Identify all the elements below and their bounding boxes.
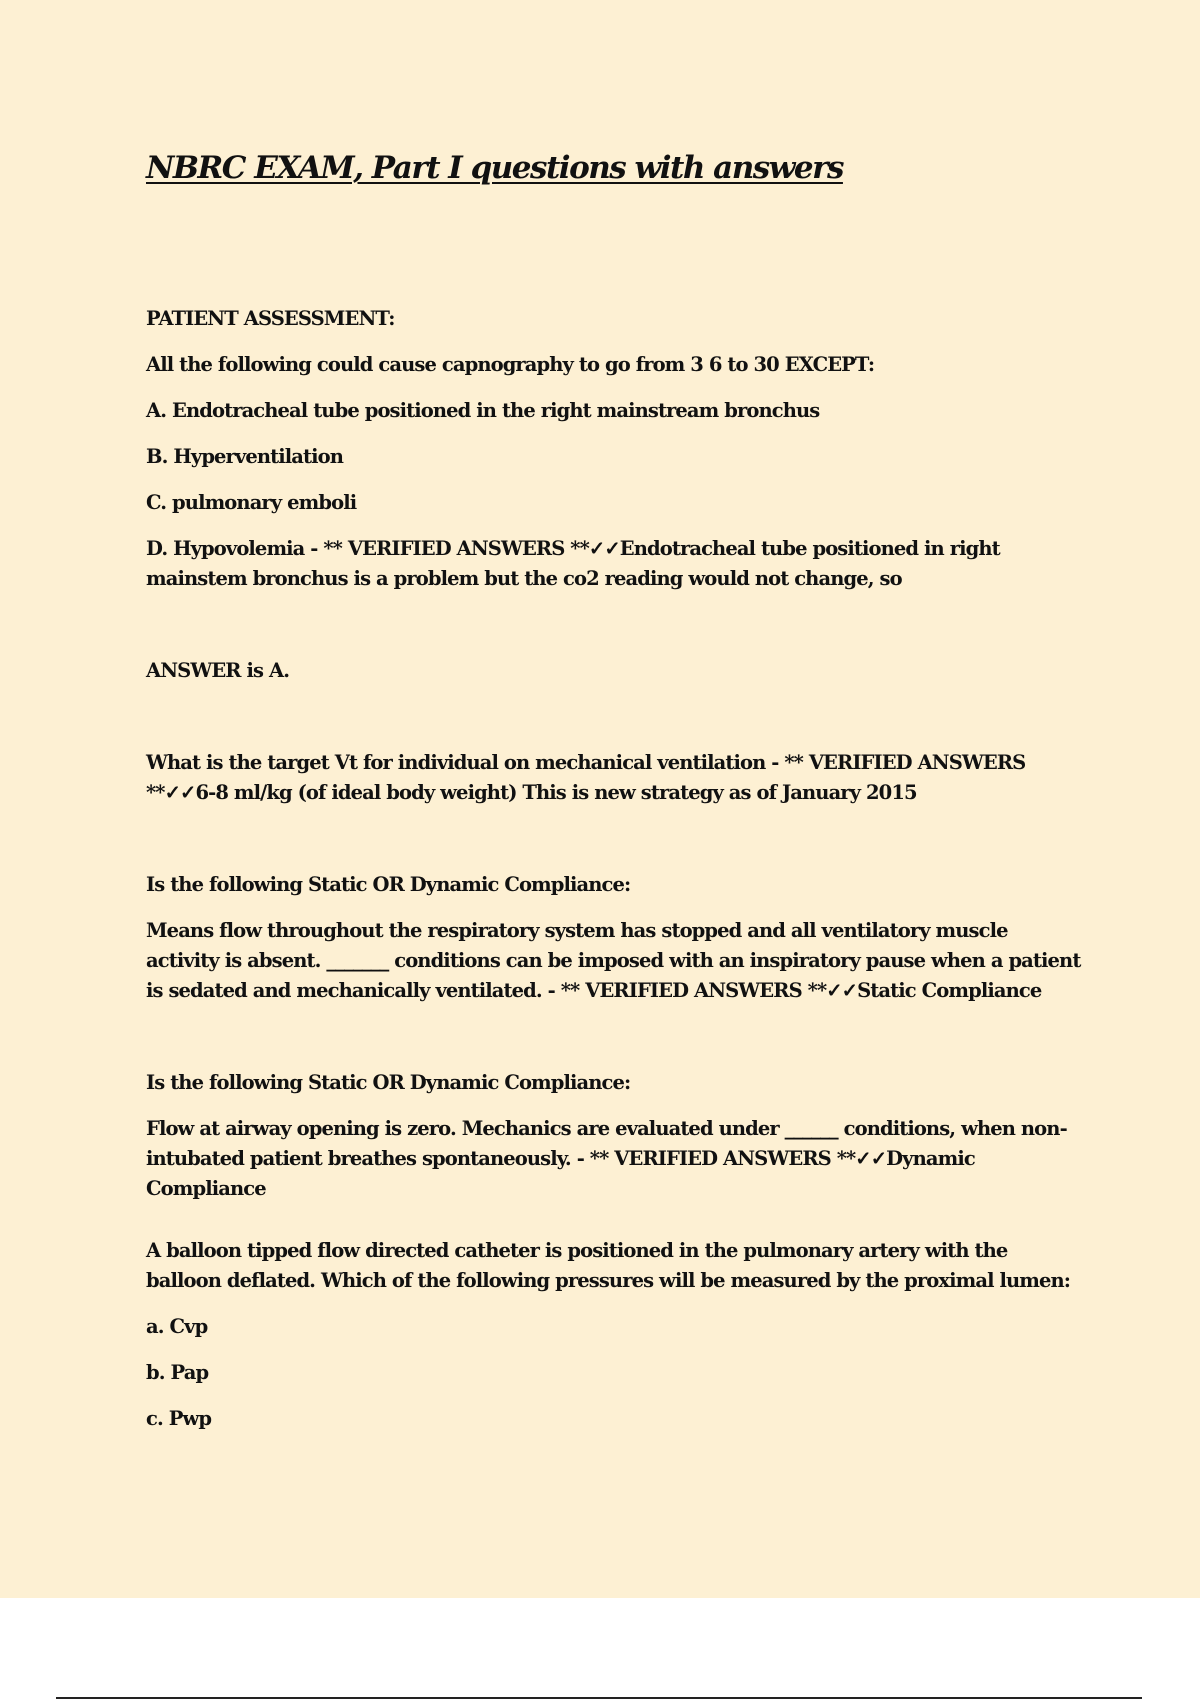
question-text: Is the following Static OR Dynamic Compliance:: [146, 873, 631, 896]
footer-divider: [56, 1697, 1142, 1699]
answer-option: B. Hyperventilation: [146, 445, 344, 468]
answer-option: c. Pwp: [146, 1407, 212, 1430]
answer-option: a. Cvp: [146, 1315, 208, 1338]
document-title: NBRC EXAM, Part I questions with answers: [146, 150, 843, 186]
answer-option: A. Endotracheal tube positioned in the right mainstream bronchus: [146, 399, 820, 422]
answer-option: D. Hypovolemia - ** VERIFIED ANSWERS **✓✓Endotracheal tube positioned in right mainstem bronchus is a problem but the co2 reading would not change, so: [146, 537, 1000, 590]
question-text: Flow at airway opening is zero. Mechanics are evaluated under ______ conditions, when non-intubated patient breathes spontaneously. - ** VERIFIED ANSWERS **✓✓Dynamic Compliance: [146, 1117, 1067, 1200]
question-text: A balloon tipped flow directed catheter is positioned in the pulmonary artery with the balloon deflated. Which of the following pressures will be measured by the proximal lumen:: [146, 1239, 1071, 1292]
question-text: Is the following Static OR Dynamic Compliance:: [146, 1071, 631, 1094]
question-text: Means flow throughout the respiratory system has stopped and all ventilatory muscle activity is absent. _______ conditions can be imposed with an inspiratory pause when a patient is sedated and mechanically ventilated. - ** VERIFIED ANSWERS **✓✓Static Compliance: [146, 919, 1081, 1002]
answer-option: b. Pap: [146, 1361, 209, 1384]
section-heading: PATIENT ASSESSMENT:: [146, 307, 395, 330]
answer-option: C. pulmonary emboli: [146, 491, 357, 514]
question-text: What is the target Vt for individual on mechanical ventilation - ** VERIFIED ANSWERS **✓✓6-8 ml/kg (of ideal body weight) This is new strategy as of January 2015: [146, 751, 1026, 804]
question-text: All the following could cause capnography to go from 3 6 to 30 EXCEPT:: [146, 353, 875, 376]
answer-statement: ANSWER is A.: [146, 659, 290, 682]
